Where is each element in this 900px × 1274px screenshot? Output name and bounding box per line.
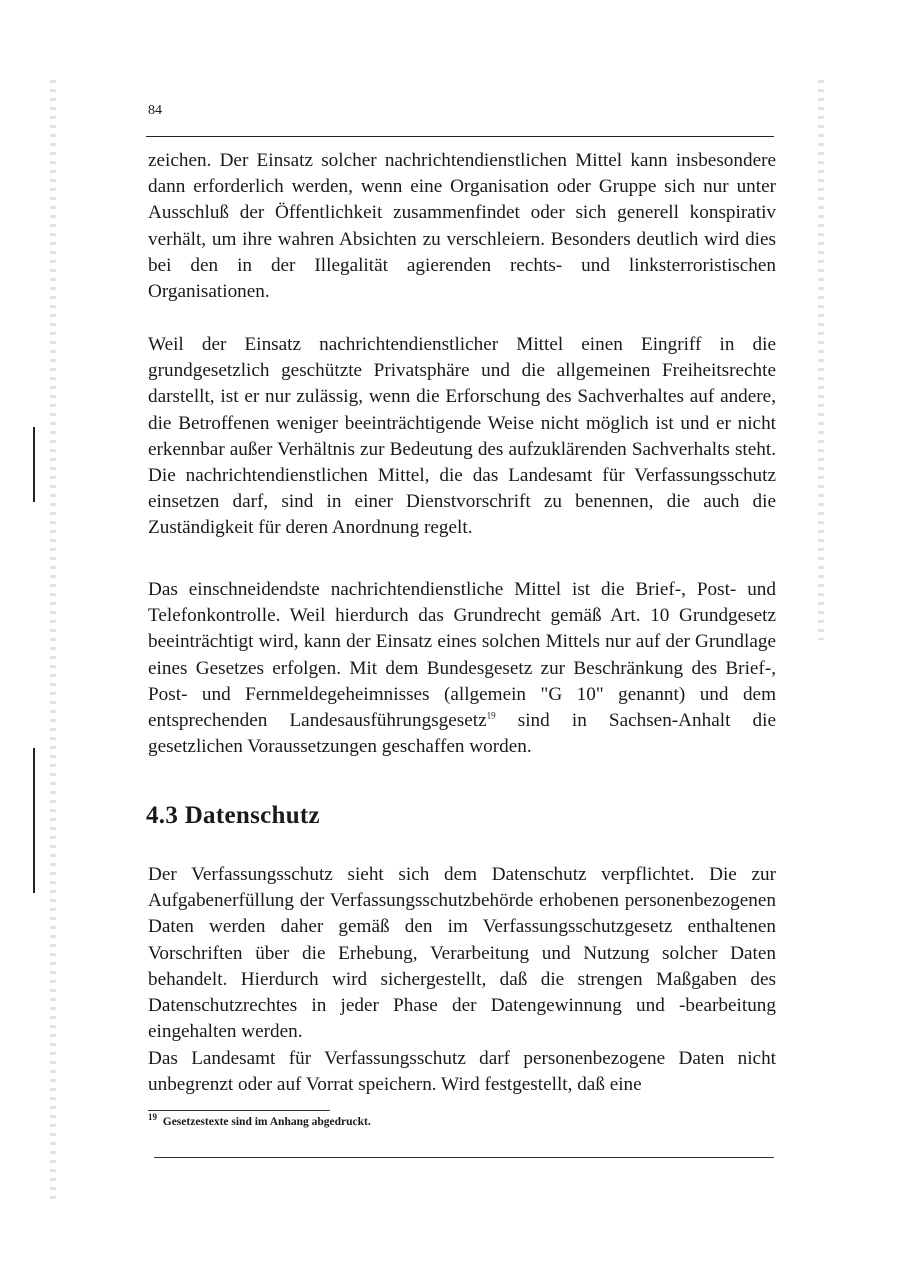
footer-rule: [154, 1157, 774, 1158]
section-paragraph-1: Der Verfassungsschutz sieht sich dem Datenschutz verpflichtet. Die zur Aufgabenerfüllung der Verfassungsschutzbehörde erhobenen personenbezogenen Daten werden daher gemäß den im Verfassungsschutzgesetz enthaltenen Vorschriften über die Erhebung, Verarbeitung und Nutzung solcher Daten behandelt. Hierdurch wird sichergestellt, daß die strengen Maßgaben des Datenschutzrechtes in jeder Phase der Datengewinnung und -bearbeitung eingehalten werden.: [148, 864, 776, 1043]
page-number: 84: [148, 103, 162, 118]
footnote-rule: [148, 1110, 330, 1111]
footnote-text: Gesetzestexte sind im Anhang abgedruckt.: [162, 1116, 371, 1128]
scan-edge-left: [50, 80, 56, 1200]
section-paragraph-2: Das Landesamt für Verfassungsschutz darf personenbezogene Daten nicht unbegrenzt oder auf Vorrat speichern. Wird festgestellt, daß eine: [148, 1048, 776, 1096]
section-heading: 4.3 Datenschutz: [146, 802, 320, 829]
paragraph-2: Weil der Einsatz nachrichtendienstlicher Mittel einen Eingriff in die grundgesetzlich geschützte Privatsphäre und die allgemeinen Freiheitsrechte darstellt, ist er nur zulässig, wenn die Erforschung des Sachverhaltes auf andere, die Betroffenen weniger beeinträchtigende Weise nicht möglich ist und er nicht erkennbar außer Verhältnis zur Bedeutung des aufzuklärenden Sachverhalts steht. Die nachrichtendienstlichen Mittel, die das Landesamt für Verfassungsschutz einsetzen darf, sind in einer Dienstvorschrift zu benennen, die auch die Zuständigkeit für deren Anordnung regelt.: [148, 334, 776, 539]
header-rule: [146, 136, 774, 137]
footnote-number: 19: [148, 1112, 157, 1123]
footnote: [148, 1112, 371, 1128]
paragraph-3-text: Das einschneidendste nachrichtendienstliche Mittel ist die Brief-, Post- und Telefonkontrolle. Weil hierdurch das Grundrecht gemäß Art. 10 Grundgesetz beeinträchtigt wird, kann der Einsatz eines solchen Mittels nur auf der Grundlage eines Gesetzes erfolgen. Mit dem Bundesgesetz zur Beschränkung des Brief-, Post- und Fernmeldegeheimnisses (allgemein "G 10" genannt) und dem entsprechenden Landesausführungsgesetz: [148, 579, 776, 732]
paragraph-3: [148, 577, 776, 760]
paragraph-1: zeichen. Der Einsatz solcher nachrichtendienstlichen Mittel kann insbesondere dann erforderlich werden, wenn eine Organisation oder Gruppe sich nur unter Ausschluß der Öffentlichkeit zusammenfindet oder sich generell konspirativ verhält, um ihre wahren Absichten zu verschleiern. Besonders deutlich wird dies bei den in der Illegalität agierenden rechts- und linksterroristischen Organisationen.: [148, 150, 776, 303]
scan-edge-right: [818, 80, 824, 640]
margin-mark-lower: [33, 748, 35, 893]
paragraph-3-text-end: sind in Sachsen-Anhalt die gesetzlichen Voraussetzungen geschaffen worden.: [148, 710, 776, 758]
footnote-reference: 19: [486, 710, 496, 721]
margin-mark-upper: [33, 427, 35, 502]
